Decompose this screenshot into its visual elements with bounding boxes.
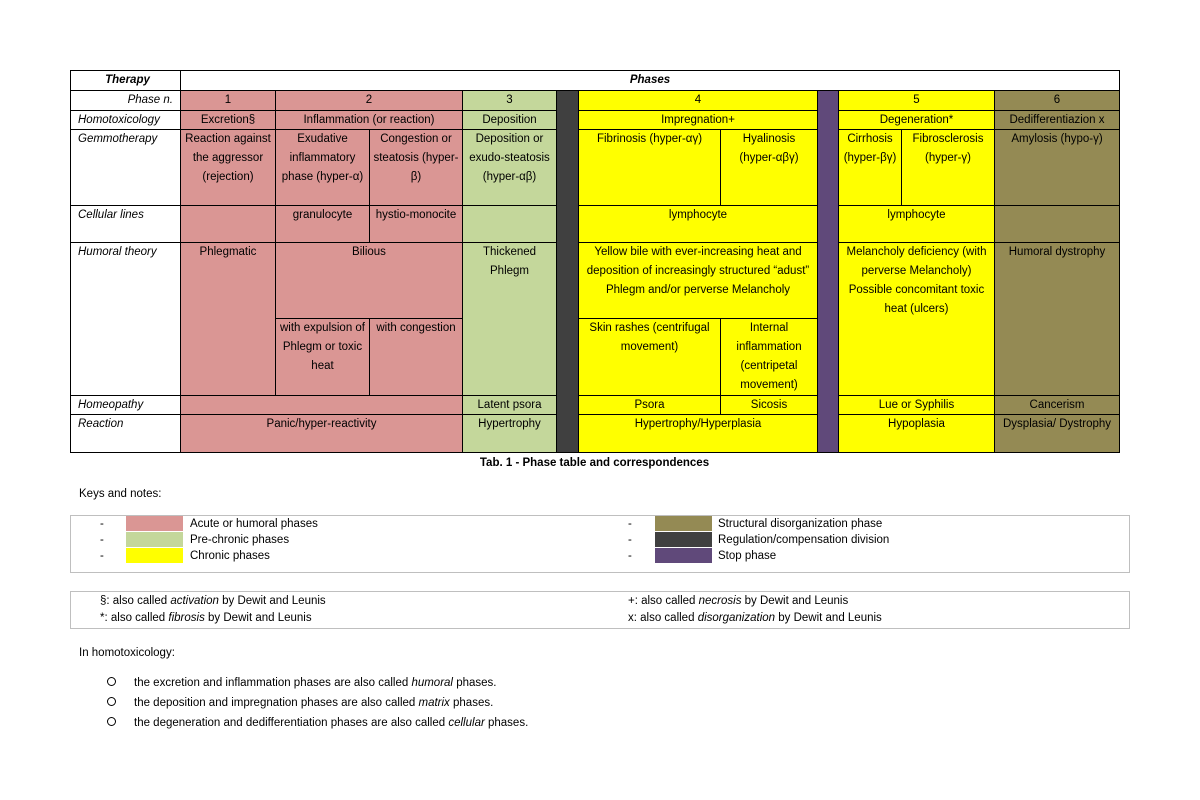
homeo-phase-1-2 xyxy=(181,395,463,415)
cellular-phase-5: lymphocyte xyxy=(839,206,995,243)
cellular-phase-3 xyxy=(463,206,557,243)
gemmo-phase-4b: Hyalinosis (hyper-αβγ) xyxy=(721,130,818,206)
table-caption: Tab. 1 - Phase table and correspondences xyxy=(479,457,710,469)
gemmo-phase-3: Deposition or exudo-steatosis (hyper-αβ) xyxy=(463,130,557,206)
key-acute xyxy=(71,516,1129,532)
phase-number-1: 1 xyxy=(181,90,276,110)
humoral-phase-2b: with congestion xyxy=(370,319,463,395)
homeopathy-label: Homeopathy xyxy=(71,395,181,415)
gemmo-phase-5a: Cirrhosis (hyper-βγ) xyxy=(839,130,902,206)
reaction-phase-3: Hypertrophy xyxy=(463,415,557,453)
humoral-phase-4a: Skin rashes (centrifugal movement) xyxy=(579,319,721,395)
note-activation: §: also called activation by Dewit and Leunis xyxy=(100,595,326,607)
humoral-phase-3: Thickened Phlegm xyxy=(463,243,557,395)
gemmo-phase-4a: Fibrinosis (hyper-αγ) xyxy=(579,130,721,206)
homotox-impregnation: Impregnation+ xyxy=(579,110,818,130)
phase-number-2: 2 xyxy=(276,90,463,110)
key-label-prechronic: Pre-chronic phases xyxy=(190,534,290,546)
reaction-label: Reaction xyxy=(71,415,181,453)
homeo-phase-6: Cancerism xyxy=(995,395,1120,415)
reaction-phase-1-2: Panic/hyper-reactivity xyxy=(181,415,463,453)
phase-number-6: 6 xyxy=(995,90,1120,110)
homotox-inflammation: Inflammation (or reaction) xyxy=(276,110,463,130)
swatch-acute xyxy=(126,516,183,531)
regulation-division-band xyxy=(557,90,579,453)
swatch-prechronic xyxy=(126,532,183,547)
humoral-phase-1: Phlegmatic xyxy=(181,243,276,395)
phase-number-4: 4 xyxy=(579,90,818,110)
humoral-phase-2: Bilious xyxy=(276,243,463,319)
gemmo-phase-6: Amylosis (hypo-γ) xyxy=(995,130,1120,206)
homotox-excretion: Excretion§ xyxy=(181,110,276,130)
note-disorganization: x: also called disorganization by Dewit and Leunis xyxy=(628,612,882,624)
phase-number-3: 3 xyxy=(463,90,557,110)
cellular-phase-2a: granulocyte xyxy=(276,206,370,243)
homeo-phase-5: Lue or Syphilis xyxy=(839,395,995,415)
homotox-deposition: Deposition xyxy=(463,110,557,130)
therapy-header: Therapy xyxy=(71,71,181,91)
key-dash: - xyxy=(628,550,632,562)
key-dash: - xyxy=(628,518,632,530)
phase-table xyxy=(70,70,1120,453)
gemmotherapy-label: Gemmotherapy xyxy=(71,130,181,206)
note-necrosis: +: also called necrosis by Dewit and Leunis xyxy=(628,595,849,607)
swatch-structural xyxy=(655,516,712,531)
bullet-circle-icon xyxy=(107,677,116,686)
phases-header: Phases xyxy=(181,71,1120,91)
keys-box xyxy=(70,515,1130,573)
homotox-dedifferentiation: Dedifferentiazion x xyxy=(995,110,1120,130)
reaction-phase-6: Dysplasia/ Dystrophy xyxy=(995,415,1120,453)
gemmo-phase-2b: Congestion or steatosis (hyper-β) xyxy=(370,130,463,206)
key-label-chronic: Chronic phases xyxy=(190,550,270,562)
keys-title: Keys and notes: xyxy=(79,488,162,500)
key-prechronic xyxy=(71,532,1129,548)
gemmo-phase-5b: Fibrosclerosis (hyper-γ) xyxy=(902,130,995,206)
key-dash: - xyxy=(628,534,632,546)
key-label-stop: Stop phase xyxy=(718,550,777,562)
key-label-acute: Acute or humoral phases xyxy=(190,518,318,530)
bullet-matrix: the deposition and impregnation phases are also called matrix phases. xyxy=(107,695,493,711)
cellular-phase-1 xyxy=(181,206,276,243)
cellular-phase-2b: hystio-monocite xyxy=(370,206,463,243)
bullet-circle-icon xyxy=(107,717,116,726)
swatch-chronic xyxy=(126,548,183,563)
cellular-phase-4: lymphocyte xyxy=(579,206,818,243)
cellular-phase-6 xyxy=(995,206,1120,243)
key-dash: - xyxy=(100,518,104,530)
notes-box xyxy=(70,591,1130,629)
reaction-phase-5: Hypoplasia xyxy=(839,415,995,453)
swatch-stop xyxy=(655,548,712,563)
bullet-circle-icon xyxy=(107,697,116,706)
phase-number-5: 5 xyxy=(839,90,995,110)
key-label-structural: Structural disorganization phase xyxy=(718,518,883,530)
humoral-phase-2a: with expulsion of Phlegm or toxic heat xyxy=(276,319,370,395)
homotox-degeneration: Degeneration* xyxy=(839,110,995,130)
stop-phase-band xyxy=(818,90,839,453)
gemmo-phase-2a: Exudative inflammatory phase (hyper-α) xyxy=(276,130,370,206)
humoral-phase-4: Yellow bile with ever-increasing heat and deposition of increasingly structured “adust” Phlegm and/or perverse Melancholy xyxy=(579,243,818,319)
swatch-regulation xyxy=(655,532,712,547)
bullet-cellular: the degeneration and dedifferentiation phases are also called cellular phases. xyxy=(107,715,528,731)
homeo-phase-3: Latent psora xyxy=(463,395,557,415)
homotoxicology-intro: In homotoxicology: xyxy=(79,647,175,659)
homeo-phase-4a: Psora xyxy=(579,395,721,415)
humoral-phase-4b: Internal inflammation (centripetal movement) xyxy=(721,319,818,395)
key-dash: - xyxy=(100,550,104,562)
gemmo-phase-1: Reaction against the aggressor (rejection) xyxy=(181,130,276,206)
key-label-regulation: Regulation/compensation division xyxy=(718,534,890,546)
humoral-phase-5: Melancholy deficiency (with perverse Melancholy) Possible concomitant toxic heat (ulcers) xyxy=(839,243,995,395)
homotoxicology-label: Homotoxicology xyxy=(71,110,181,130)
key-chronic xyxy=(71,548,1129,564)
phase-n-label: Phase n. xyxy=(71,90,181,110)
reaction-phase-4: Hypertrophy/Hyperplasia xyxy=(579,415,818,453)
bullet-humoral: the excretion and inflammation phases are also called humoral phases. xyxy=(107,675,496,691)
homeo-phase-4b: Sicosis xyxy=(721,395,818,415)
humoral-phase-6: Humoral dystrophy xyxy=(995,243,1120,395)
key-dash: - xyxy=(100,534,104,546)
note-fibrosis: *: also called fibrosis by Dewit and Leunis xyxy=(100,612,312,624)
humoral-theory-label: Humoral theory xyxy=(71,243,181,395)
cellular-lines-label: Cellular lines xyxy=(71,206,181,243)
